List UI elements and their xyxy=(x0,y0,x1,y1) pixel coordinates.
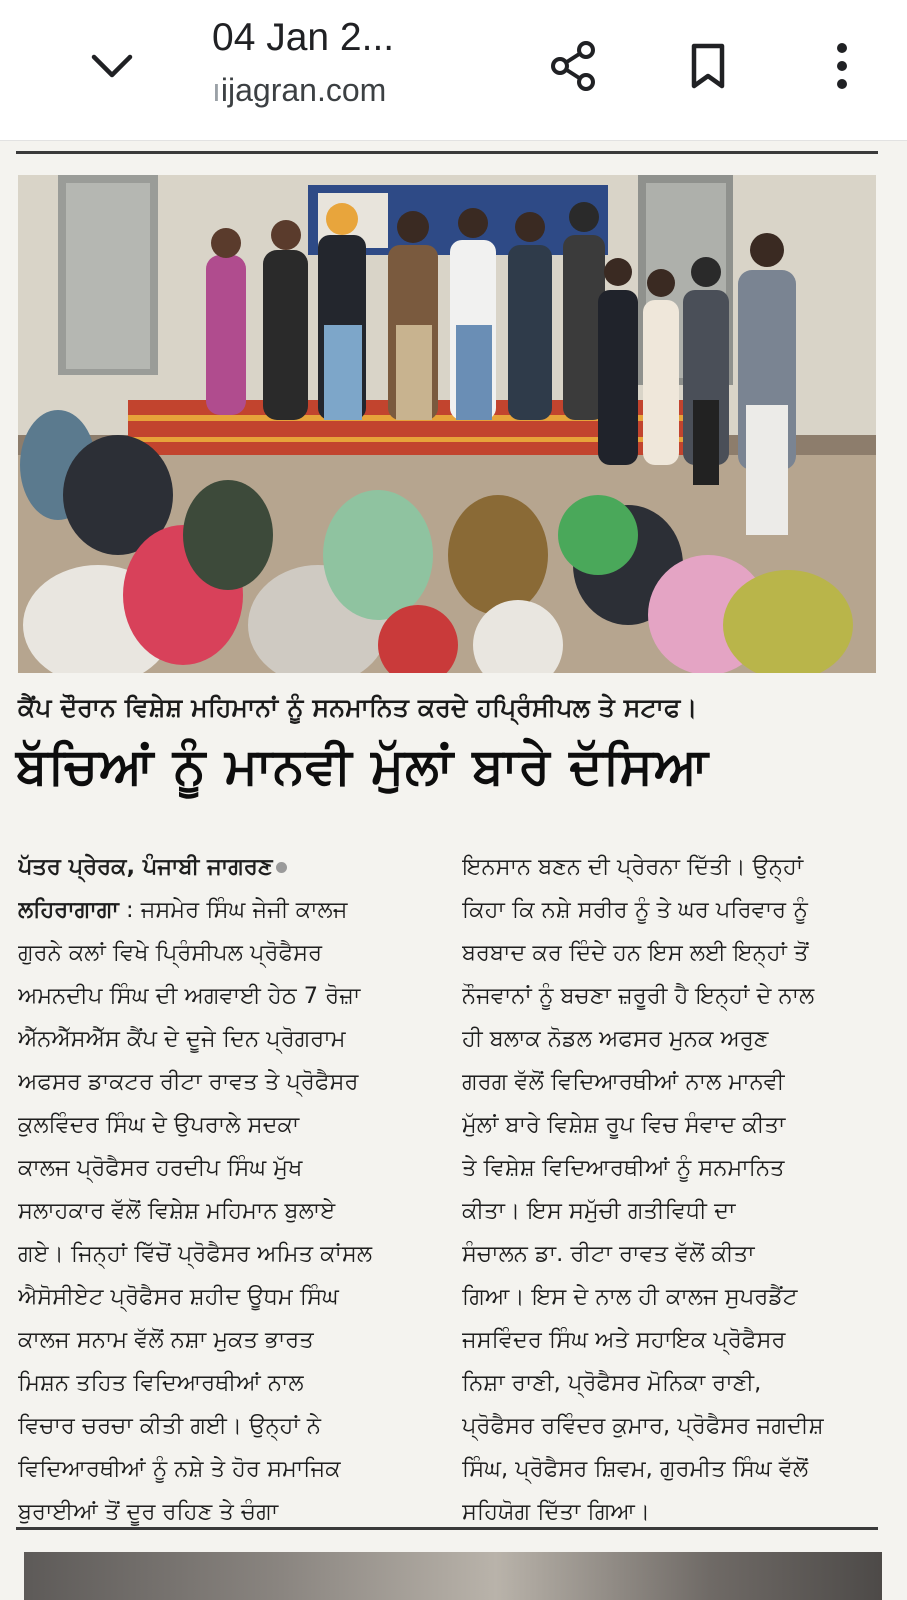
event-photo-image xyxy=(18,175,876,673)
paragraph-line: ਐਸੋਸੀਏਟ ਪ੍ਰੋਫੈਸਰ ਸ਼ਹੀਦ ਊਧਮ ਸਿੰਘ xyxy=(18,1284,339,1310)
photo-caption: ਕੈਂਪ ਦੌਰਾਨ ਵਿਸ਼ੇਸ਼ ਮਹਿਮਾਨਾਂ ਨੂੰ ਸਨਮਾਨਿਤ ਕਰਦੇ ਹਪ੍ਰਿੰਸੀਪਲ ਤੇ ਸਟਾਫ। xyxy=(18,693,698,722)
page-url xyxy=(212,68,512,112)
paragraph-line: : ਜਸਮੇਰ ਸਿੰਘ ਜੇਜੀ ਕਾਲਜ xyxy=(118,897,348,923)
paragraph-line: ਗਰਗ ਵੱਲੋਂ ਵਿਦਿਆਰਥੀਆਂ ਨਾਲ ਮਾਨਵੀ xyxy=(462,1069,785,1095)
paragraph-line: ਤੇ ਵਿਸ਼ੇਸ਼ ਵਿਦਿਆਰਥੀਆਂ ਨੂੰ ਸਨਮਾਨਿਤ xyxy=(462,1155,785,1181)
bullet-icon xyxy=(276,862,287,873)
article-headline: ਬੱਚਿਆਂ ਨੂੰ ਮਾਨਵੀ ਮੁੱਲਾਂ ਬਾਰੇ ਦੱਸਿਆ xyxy=(16,737,710,795)
more-options-button[interactable] xyxy=(810,34,874,98)
paragraph-line: ਬੁਰਾਈਆਂ ਤੋਂ ਦੂਰ ਰਹਿਣ ਤੇ ਚੰਗਾ xyxy=(18,1499,279,1525)
paragraph-line: ਅਫਸਰ ਡਾਕਟਰ ਰੀਟਾ ਰਾਵਤ ਤੇ ਪ੍ਰੋਫੈਸਰ xyxy=(18,1069,359,1095)
chevron-down-icon xyxy=(84,39,140,95)
browser-toolbar xyxy=(0,0,907,141)
paragraph-line: ਨਿਸ਼ਾ ਰਾਣੀ, ਪ੍ਰੋਫੈਸਰ ਮੋਨਿਕਾ ਰਾਣੀ, xyxy=(462,1370,762,1396)
more-vert-icon xyxy=(814,38,870,94)
paragraph-line: ਗਿਆ। ਇਸ ਦੇ ਨਾਲ ਹੀ ਕਾਲਜ ਸੁਪਰਡੈਂਟ xyxy=(462,1284,798,1310)
bottom-rule xyxy=(16,1527,878,1530)
newspaper-clipping xyxy=(0,141,907,1600)
paragraph-line: ਬਰਬਾਦ ਕਰ ਦਿੰਦੇ ਹਨ ਇਸ ਲਈ ਇਨ੍ਹਾਂ ਤੋਂ xyxy=(462,940,809,966)
paragraph-line: ਮਿਸ਼ਨ ਤਹਿਤ ਵਿਦਿਆਰਥੀਆਂ ਨਾਲ xyxy=(18,1370,304,1396)
paragraph-line: ਕਿਹਾ ਕਿ ਨਸ਼ੇ ਸਰੀਰ ਨੂੰ ਤੇ ਘਰ ਪਰਿਵਾਰ ਨੂੰ xyxy=(462,897,808,923)
paragraph-line: ਕਾਲਜ ਪ੍ਰੋਫੈਸਰ ਹਰਦੀਪ ਸਿੰਘ ਮੁੱਖ xyxy=(18,1155,303,1181)
paragraph-line: ਨੌਜਵਾਨਾਂ ਨੂੰ ਬਚਣਾ ਜ਼ਰੂਰੀ ਹੈ ਇਨ੍ਹਾਂ ਦੇ ਨਾਲ xyxy=(462,983,815,1009)
paragraph-line: ਪ੍ਰੋਫੈਸਰ ਰਵਿੰਦਰ ਕੁਮਾਰ, ਪ੍ਰੋਫੈਸਰ ਜਗਦੀਸ਼ xyxy=(462,1413,824,1439)
paragraph-line: ਸਲਾਹਕਾਰ ਵੱਲੋਂ ਵਿਸ਼ੇਸ਼ ਮਹਿਮਾਨ ਬੁਲਾਏ xyxy=(18,1198,336,1224)
paragraph-line: ਐੱਨਐੱਸਐੱਸ ਕੈਂਪ ਦੇ ਦੂਜੇ ਦਿਨ ਪ੍ਰੋਗਰਾਮ xyxy=(18,1026,346,1052)
next-photo-strip xyxy=(24,1552,882,1600)
paragraph-line: ਵਿਦਿਆਰਥੀਆਂ ਨੂੰ ਨਸ਼ੇ ਤੇ ਹੋਰ ਸਮਾਜਿਕ xyxy=(18,1456,341,1482)
bookmark-icon xyxy=(680,38,736,94)
paragraph-line: ਜਸਵਿੰਦਰ ਸਿੰਘ ਅਤੇ ਸਹਾਇਕ ਪ੍ਰੋਫੈਸਰ xyxy=(462,1327,786,1353)
paragraph-line: ਗੁਰਨੇ ਕਲਾਂ ਵਿਖੇ ਪ੍ਰਿੰਸੀਪਲ ਪ੍ਰੋਫੈਸਰ xyxy=(18,940,323,966)
share-icon xyxy=(546,38,602,94)
dateline-line xyxy=(18,889,446,932)
paragraph-line: ਕੀਤਾ। ਇਸ ਸਮੁੱਚੀ ਗਤੀਵਿਧੀ ਦਾ xyxy=(462,1198,736,1224)
paragraph-line: ਮੁੱਲਾਂ ਬਾਰੇ ਵਿਸ਼ੇਸ਼ ਰੂਪ ਵਿਚ ਸੰਵਾਦ ਕੀਤਾ xyxy=(462,1112,786,1138)
share-button[interactable] xyxy=(542,34,606,98)
back-button[interactable] xyxy=(80,35,144,99)
paragraph-line: ਅਮਨਦੀਪ ਸਿੰਘ ਦੀ ਅਗਵਾਈ ਹੇਠ 7 ਰੋਜ਼ਾ xyxy=(18,983,361,1009)
paragraph-line: ਇਨਸਾਨ ਬਣਨ ਦੀ ਪ੍ਰੇਰਨਾ ਦਿੱਤੀ। ਉਨ੍ਹਾਂ xyxy=(462,854,804,880)
paragraph-line: ਕੁਲਵਿੰਦਰ ਸਿੰਘ ਦੇ ਉਪਰਾਲੇ ਸਦਕਾ xyxy=(18,1112,300,1138)
paragraph-line: ਸੰਚਾਲਨ ਡਾ. ਰੀਟਾ ਰਾਵਤ ਵੱਲੋਂ ਕੀਤਾ xyxy=(462,1241,755,1267)
bookmark-button[interactable] xyxy=(676,34,740,98)
byline: ਪੱਤਰ ਪ੍ਰੇਰਕ, ਪੰਜਾਬੀ ਜਾਗਰਣ xyxy=(18,854,273,880)
byline-line xyxy=(18,846,446,889)
article-photo xyxy=(18,175,876,673)
paragraph-line: ਸਿੰਘ, ਪ੍ਰੋਫੈਸਰ ਸ਼ਿਵਮ, ਗੁਰਮੀਤ ਸਿੰਘ ਵੱਲੋਂ xyxy=(462,1456,809,1482)
paragraph-line: ਵਿਚਾਰ ਚਰਚਾ ਕੀਤੀ ਗਈ। ਉਨ੍ਹਾਂ ਨੇ xyxy=(18,1413,321,1439)
article-column-left xyxy=(18,846,446,1534)
article-column-right xyxy=(462,846,890,1534)
url-prefix: ı xyxy=(212,72,221,108)
url-text: ijagran.com xyxy=(220,72,387,108)
page-title: 04 Jan 2... xyxy=(212,16,395,59)
paragraph-line: ਕਾਲਜ ਸਨਾਮ ਵੱਲੋਂ ਨਸ਼ਾ ਮੁਕਤ ਭਾਰਤ xyxy=(18,1327,314,1353)
top-rule xyxy=(16,151,878,154)
paragraph-line: ਹੀ ਬਲਾਕ ਨੋਡਲ ਅਫਸਰ ਮੁਨਕ ਅਰੁਣ xyxy=(462,1026,769,1052)
paragraph-line: ਸਹਿਯੋਗ ਦਿੱਤਾ ਗਿਆ। xyxy=(462,1499,651,1525)
page-title-block[interactable] xyxy=(212,14,512,112)
paragraph-line: ਗਏ। ਜਿਨ੍ਹਾਂ ਵਿੱਚੋਂ ਪ੍ਰੋਫੈਸਰ ਅਮਿਤ ਕਾਂਸਲ xyxy=(18,1241,373,1267)
dateline: ਲਹਿਰਾਗਾਗਾ xyxy=(18,897,119,923)
